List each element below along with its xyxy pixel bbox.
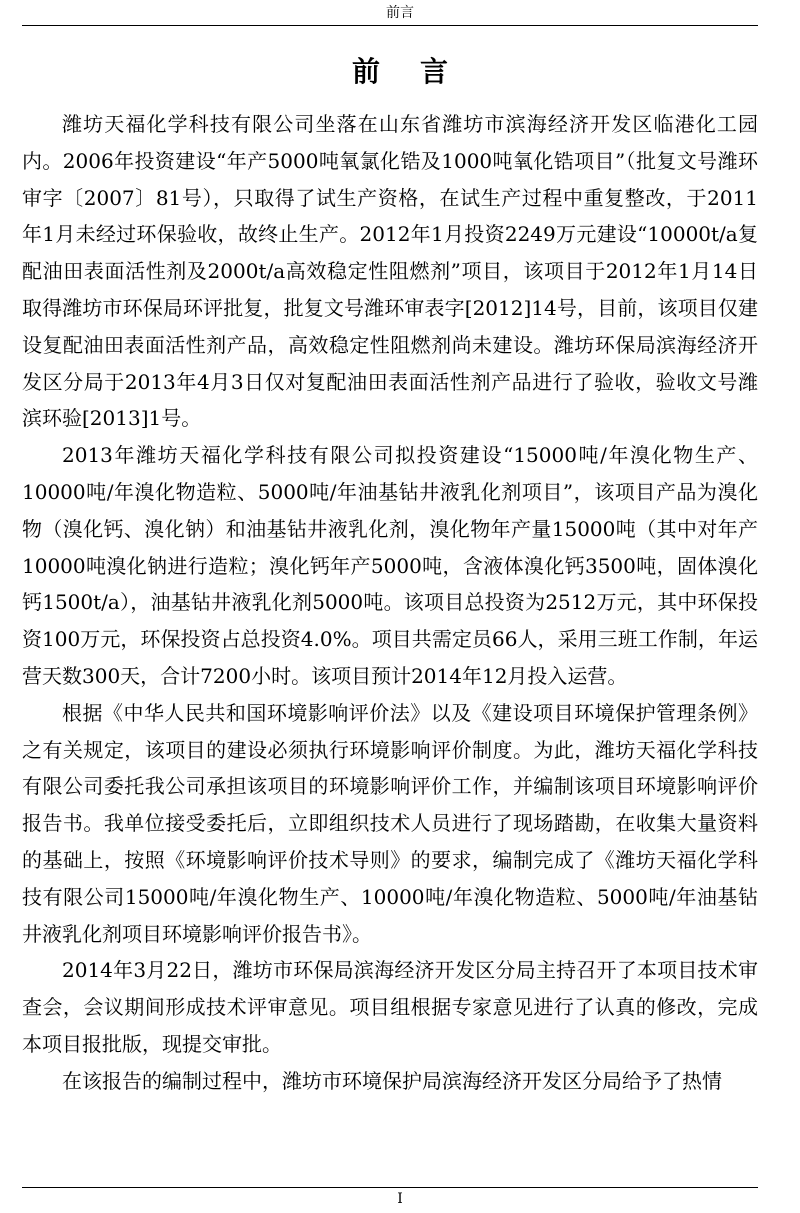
page-title: 前言	[351, 55, 488, 88]
footer-divider	[22, 1187, 758, 1188]
paragraph-company-history: 潍坊天福化学科技有限公司坐落在山东省潍坊市滨海经济开发区临港化工园内。2006年投资建设“年产5000吨氧氯化锆及1000吨氧化锆项目”（批复文号潍环审字〔2007〕81号），只取得了试生产资格，在试生产过程中重复整改，于2011年1月未经过环保验收，故终止生产。2012年1月投资2249万元建设“10000t/a复配油田表面活性剂及2000t/a高效稳定性阻燃剂”项目，该项目于2012年1月14日取得潍坊市环保局环评批复，批复文号潍环审表字[2012]14号，目前，该项目仅建设复配油田表面活性剂产品，高效稳定性阻燃剂尚未建设。潍坊环保局滨海经济开发区分局于2013年4月3日仅对复配油田表面活性剂产品进行了验收，验收文号潍滨环验[2013]1号。	[22, 112, 758, 431]
running-header: 前言	[386, 5, 414, 21]
body-text	[22, 106, 758, 1100]
paragraph-eia-commission: 根据《中华人民共和国环境影响评价法》以及《建设项目环境保护管理条例》之有关规定，该项目的建设必须执行环境影响评价制度。为此，潍坊天福化学科技有限公司委托我公司承担该项目的环境影响评价工作，并编制该项目环境影响评价报告书。我单位接受委托后，立即组织技术人员进行了现场踏勘，在收集大量资料的基础上，按照《环境影响评价技术导则》的要求，编制完成了《潍坊天福化学科技有限公司15000吨/年溴化物生产、10000吨/年溴化物造粒、5000吨/年油基钻井液乳化剂项目环境影响评价报告书》。	[22, 700, 758, 946]
paragraph-acknowledgement: 在该报告的编制过程中，潍坊市环境保护局滨海经济开发区分局给予了热情	[62, 1068, 722, 1093]
header-divider	[22, 25, 758, 26]
paragraph-technical-review: 2014年3月22日，潍坊市环保局滨海经济开发区分局主持召开了本项目技术审查会，会议期间形成技术评审意见。项目组根据专家意见进行了认真的修改，完成本项目报批版，现提交审批。	[22, 958, 758, 1056]
page-number: I	[397, 1191, 403, 1207]
paragraph-project-overview: 2013年潍坊天福化学科技有限公司拟投资建设“15000吨/年溴化物生产、10000吨/年溴化物造粒、5000吨/年油基钻井液乳化剂项目”，该项目产品为溴化物（溴化钙、溴化钠）和油基钻井液乳化剂，溴化物年产量15000吨（其中对年产10000吨溴化钠进行造粒；溴化钙年产5000吨，含液体溴化钙3500吨，固体溴化钙1500t/a），油基钻井液乳化剂5000吨。该项目总投资为2512万元，其中环保投资100万元，环保投资占总投资4.0%。项目共需定员66人，采用三班工作制，年运营天数300天，合计7200小时。该项目预计2014年12月投入运营。	[22, 443, 758, 688]
